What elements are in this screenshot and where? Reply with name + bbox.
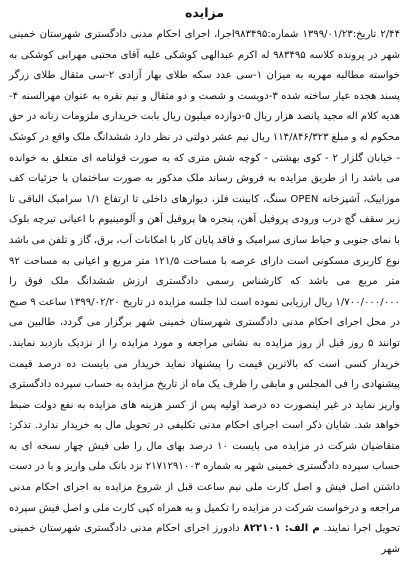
notice-main-text: ۲/۴۴ تاریخ:۱۳۹۹/۰۱/۲۳ شماره:۹۸۳۴۹۵اجرا، اجرای احکام مدنی دادگستری شهرستان خمینی شهر در پرونده کلاسه ۹۸۳۴۹۵ له اکرم عبدالهی کوشکی علیه آقای مجتبی مهرابی کوشکی به خواسته مطالبه مهریه به میزان ۱-سی عدد سکه طلای بهار آزادی ۲-سی مثقال طلای زرگر پسند هجده عیار ساخته شده ۳-دویست و شصت و دو مثقال و نیم نقره به عنوان مهرالسنه ۴-هدیه کلام اله مجید پانصد هزار ریال ۵-دوازده میلیون ریال بابت خریداری ملزومات زنانه در حق محکوم له و مبلغ ۱۱۴/۸۴۶/۳۲۳ ریال نیم عشر دولتی در نظر دارد ششدانگ ملک واقع در کوشک - خیابان گلزار ۲ - کوی بهشتی - کوچه شش متری که به صورت قولنامه ای متعلق به خوانده می باشد را از طریق مزایده به فروش رساند ملک مذکور به صورت ساختمان با جزئیات کف موزاییک، آشپزخانه OPEN سنگ، کابینت فلز، دیوارهای داخلی تا ارتفاع ۱/۱ سرامیک الباقی تا زیر سقف گچ درب ورودی پروفیل آهن، پنجره ها پروفیل آهن و آلومینیوم با اعیانی تیرچه بلوک با نمای جنوبی و حیاط سازی سرامیک و فاقد پایان کار با امکانات آب، برق، گاز و تلفن می باشد نوع کاربری مسکونی است دارای عرصه با مساحت ۱۲۱/۵ متر مربع و اعیانی به مساحت ۹۲ متر مربع می باشد که کارشناس رسمی دادگستری ارزش ششدانگ ملک فوق را ۱/۷۰۰/۰۰۰/۰۰۰ ریال ارزیابی نموده است لذا جلسه مزایده در تاریخ ۱۳۹۹/۰۲/۲۰ ساعت ۹ صبح در محل اجرای احکام مدنی دادگستری شهرستان خمینی شهر برگزار می گردد، طالبین می توانند ۵ روز قبل از روز مزایده به نشانی مراجعه و مورد مزایده را از نزدیک بازدید نمایند. خریدار کسی است که بالاترین قیمت را پیشنهاد نماید خریدار می بایست ده درصد قیمت پیشنهادی را فی المجلس و مابقی را ظرف یک ماه از تاریخ مزایده به حساب سپرده دادگستری واریز نماید در غیر اینصورت ده درصد اولیه پس از کسر هزینه های مزایده به نفع دولت ضبط خواهد شد. شایان ذکر است اجرای احکام مدنی تکلیفی در تحویل مال به خریدار ندارد. تذکر: متقاضیان شرکت در مزایده می بایست ۱۰ درصد بهای مال را طی فیش چهار نسخه ای به حساب سپرده دادگستری خمینی شهر به شماره ۲۱۷۱۲۹۱۰۰۳ نزد بانک ملی واریز و با در دست داشتن اصل فیش و اصل کارت ملی نیم ساعت قبل از شروع مزایده به اجرای احکام مدنی مراجعه و درخواست شرکت در مزایده را تکمیل و به همراه کپی کارت ملی و اصل فیش سپرده تحویل اجرا نمایند. [9,29,401,535]
notice-title: مزایده [184,5,225,20]
notice-header [9,4,400,22]
notice-reference-number: م الف: ۸۲۲۱۰۱ [243,523,320,535]
notice-body [9,25,400,560]
notice-signature: دادورز اجرای احکام مدنی دادگستری شهرستان خمینی شهر [9,523,400,555]
